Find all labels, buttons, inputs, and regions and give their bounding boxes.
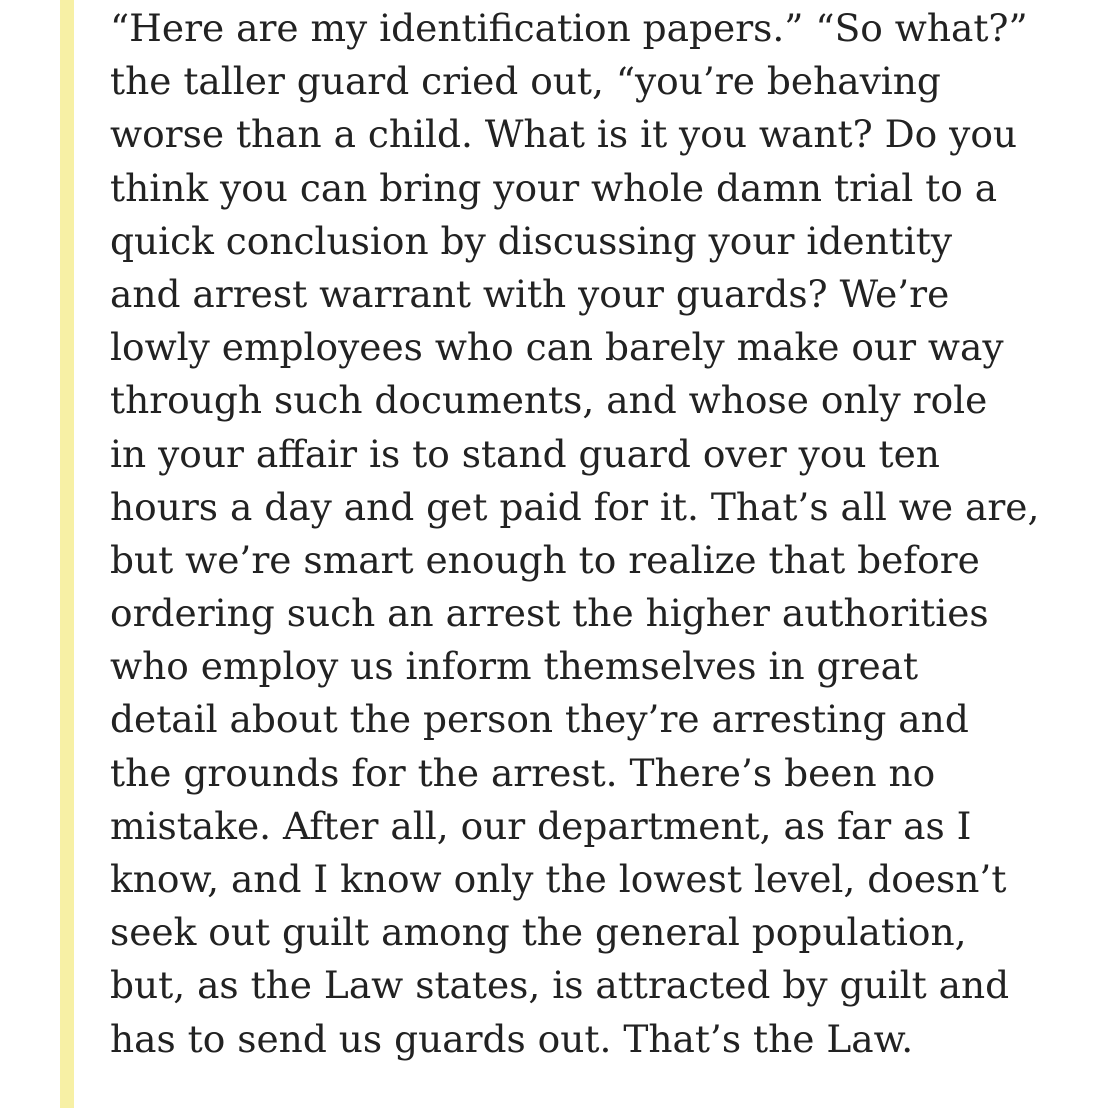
passage-line: lowly employees who can barely make our way [110, 325, 1004, 370]
passage-line: seek out guilt among the general population, [110, 910, 967, 955]
passage-line: ordering such an arrest the higher authorities [110, 591, 989, 636]
passage-line: who employ us inform themselves in great [110, 644, 919, 689]
passage-line: the taller guard cried out, “you’re behaving [110, 59, 941, 104]
passage-line: quick conclusion by discussing your identity [110, 218, 953, 263]
passage-line: “Here are my identification papers.” “So what?” [110, 6, 1028, 50]
passage-line: hours a day and get paid for it. That’s all we are, [110, 484, 1040, 529]
passage-line: think you can bring your whole damn trial to a [110, 165, 998, 210]
highlight-bar [60, 0, 74, 1108]
passage-line: know, and I know only the lowest level, doesn’t [110, 857, 1007, 901]
passage-line: detail about the person they’re arresting and [110, 697, 969, 742]
passage-line: mistake. After all, our department, as far as I [110, 803, 972, 848]
passage-line: has to send us guards out. That’s the Law. [110, 1016, 914, 1061]
passage-line: worse than a child. What is it you want? Do you [110, 112, 1018, 157]
passage-line: and arrest warrant with your guards? We’re [110, 271, 950, 316]
passage-line: the grounds for the arrest. There’s been no [110, 750, 936, 795]
passage-line: but, as the Law states, is attracted by guilt and [110, 963, 1010, 1008]
book-passage [110, 2, 1110, 1066]
passage-line: but we’re smart enough to realize that before [110, 537, 980, 582]
passage-line: through such documents, and whose only role [110, 378, 988, 423]
passage-line: in your affair is to stand guard over you ten [110, 431, 940, 476]
